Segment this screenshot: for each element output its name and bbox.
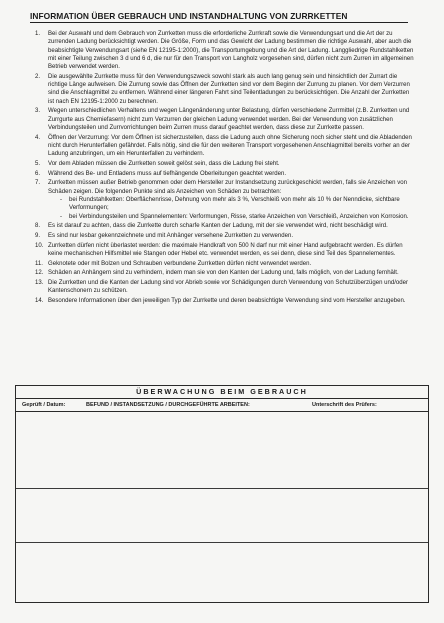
- item-text: Vor dem Abladen müssen die Zurrketten soweit gelöst sein, dass die Ladung frei steht.: [48, 161, 280, 168]
- list-item: [0, 232, 444, 240]
- monitoring-table: [15, 385, 429, 603]
- item-number: 9.: [35, 232, 41, 239]
- damage-subitem: [48, 196, 416, 213]
- list-item: [0, 269, 444, 277]
- list-item: [0, 260, 444, 268]
- monitoring-header-row: [16, 399, 428, 412]
- instructions-list: [0, 30, 444, 307]
- item-number: 7.: [35, 180, 41, 187]
- item-text: Während des Be- und Entladens muss auf tiefhängende Oberleitungen geachtet werden.: [48, 170, 287, 177]
- item-number: 12.: [35, 270, 44, 277]
- list-item: [0, 134, 444, 159]
- column-header-signature: Unterschrift des Prüfers:: [312, 402, 377, 408]
- item-number: 13.: [35, 280, 44, 286]
- item-text: Geknotete oder mit Bolzen und Schrauben verbundene Zurrketten dürfen nicht verwendet werden.: [48, 260, 312, 267]
- list-item: [0, 297, 444, 305]
- item-number: 5.: [35, 161, 41, 168]
- item-text: Es ist darauf zu achten, dass die Zurrkette durch scharfe Kanten der Ladung, mit der sie verwendet wird, nicht beschädigt wird.: [48, 223, 388, 230]
- item-text: Zurrketten dürfen nicht überlastet werden: die maximale Handkraft von 500 N darf nur mit einer Hand aufgebracht werden. Es dürfen keine mechanischen Hilfsmittel wie Stangen oder Hebel etc. verwendet werden, es sei denn, diese sind Teil des Spannelementes.: [48, 242, 403, 257]
- row-divider: [16, 488, 428, 489]
- subitem-text: bei Rundstahlketten: Oberflächenrisse, Dehnung von mehr als 3 %, Verschleiß von mehr als 10 % der Nenndicke, sichtbare Verformungen;: [69, 196, 400, 212]
- list-item: [0, 160, 444, 168]
- list-item: [0, 242, 444, 259]
- column-header-date: Geprüft / Datum:: [22, 402, 66, 408]
- dash-marker: -: [60, 213, 63, 220]
- item-text: Zurrketten müssen außer Betrieb genommen oder dem Hersteller zur Instandsetzung zurückgeschickt werden, falls sie Anzeichen von Schäden zeigen. Die folgenden Punkte sind als Anzeichen von Schäden zu betrachten:: [48, 180, 407, 195]
- item-number: 2.: [35, 73, 41, 80]
- list-item: [0, 222, 444, 230]
- list-item: [0, 73, 444, 106]
- list-item: [0, 30, 444, 71]
- item-number: 1.: [35, 31, 41, 37]
- item-number: 8.: [35, 223, 41, 230]
- item-text: Bei der Auswahl und dem Gebrauch von Zurrketten muss die erforderliche Zurrkraft sowie die Verwendungsart und die Art der zu zurrenden Ladung berücksichtigt werden. Die Größe, Form und das Gewicht der Ladung bestimmen die richtige Auswahl, aber auch die beabsichtigte Verwendungsart (siehe EN 12195-1:2000), die Transportumgebung und die Art der Ladung. Langgliedrige Rundstahlketten mit einer Teilung zwischen 3 d und 6 d, die nur für den Transport von Langholz vorgesehen sind, dürfen nicht zum Zurren im allgemeinen Betrieb verwendet werden.: [48, 31, 414, 71]
- item-text: Wegen unterschiedlichen Verhaltens und wegen Längenänderung unter Belastung, dürfen verschiedene Zurrmittel (z.B. Zurrketten und Zurrgurte aus Chemiefasern) nicht zum Verzurren der gleichen Ladung verwendet werden. Bei der Verwendung von zusätzlichen Verbindungsteilen und Zurrvorrichtungen beim Zurren muss darauf geachtet werden, dass diese zur Zurrkette passen.: [48, 108, 410, 132]
- item-number: 10.: [35, 242, 44, 249]
- column-header-findings: BEFUND / INSTANDSETZUNG / DURCHGEFÜHRTE ARBEITEN:: [86, 402, 250, 408]
- item-number: 3.: [35, 108, 41, 115]
- item-text: Es sind nur lesbar gekennzeichnete und mit Anhänger versehene Zurrketten zu verwenden.: [48, 232, 294, 239]
- list-item: [0, 170, 444, 178]
- subitem-text: bei Verbindungsteilen und Spannelementen: Verformungen, Risse, starke Anzeichen von Verschleiß, Anzeichen von Korrosion.: [69, 213, 409, 220]
- item-number: 14.: [35, 297, 44, 304]
- list-item: [0, 179, 444, 220]
- damage-subitem: [48, 213, 416, 221]
- item-text: Öffnen der Verzurrung: Vor dem Öffnen ist sicherzustellen, dass die Ladung auch ohne Sicherung noch sicher steht und die Abladenden nicht durch Herunterfallen gefährdet. Falls nötig, sind die für den weiteren Transport vorgesehenen Anschlagmittel bereits vorher an der Ladung anzubringen, um ein Herunterfallen zu verhindern.: [48, 134, 412, 158]
- item-number: 6.: [35, 170, 41, 177]
- item-text: Die Zurrketten und die Kanten der Ladung sind vor Abrieb sowie vor Schädigungen durch Verwendung von Schutzüberzügen und/oder Kantenschonern zu schützen.: [48, 280, 409, 295]
- item-text: Schäden an Anhängern sind zu verhindern, indem man sie von den Kanten der Ladung und, falls möglich, von der Ladung fernhält.: [48, 270, 399, 277]
- row-divider: [16, 542, 428, 543]
- item-number: 4.: [35, 134, 41, 141]
- document-title: INFORMATION ÜBER GEBRAUCH UND INSTANDHALTUNG VON ZURRKETTEN: [30, 11, 408, 23]
- item-number: 11.: [35, 260, 43, 267]
- list-item: [0, 107, 444, 132]
- item-text: Besondere Informationen über den jeweiligen Typ der Zurrkette und deren beabsichtigte Verwendung sind vom Hersteller anzugeben.: [48, 297, 406, 304]
- list-item: [0, 279, 444, 296]
- dash-marker: -: [60, 196, 63, 203]
- item-text: Die ausgewählte Zurrkette muss für den Verwendungszweck sowohl stark als auch lang genug sein und hinsichtlich der Zurrart die richtige Länge aufweisen. Die Zurrung sowie das Öffnen der Zurrketten sind vor dem Beginn der Zurrung zu planen. Vor dem Verzurren sind die Anschlagmittel zu entfernen. Während einer längeren Fahrt sind Teilentladungen zu berücksichtigen. Die Anzahl der Zurrketten ist nach EN 12195-1:2000 zu berechnen.: [48, 73, 410, 105]
- monitoring-title: ÜBERWACHUNG BEIM GEBRAUCH: [16, 386, 428, 399]
